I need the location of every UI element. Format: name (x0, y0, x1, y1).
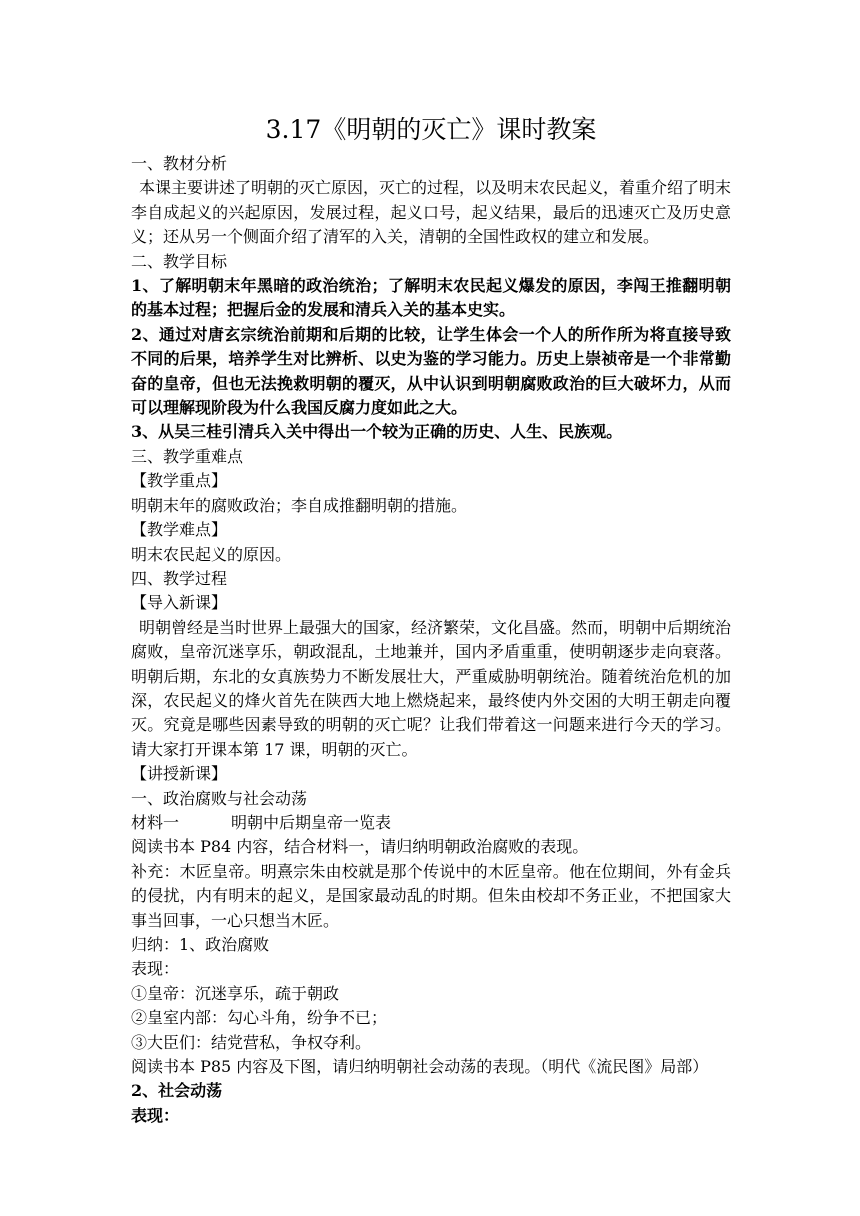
section-heading-goals: 二、教学目标 (131, 251, 228, 271)
goal-3: 3、从吴三桂引清兵入关中得出一个较为正确的历史、人生、民族观。 (131, 422, 623, 442)
teach-label: 【讲授新课】 (131, 764, 228, 784)
difficult-point-label: 【教学难点】 (131, 520, 228, 540)
expression-label-2: 表现： (131, 1105, 180, 1125)
section-heading-keypoints: 三、教学重难点 (131, 446, 244, 466)
part1-heading: 一、政治腐败与社会动荡 (131, 788, 308, 808)
material1-line (131, 811, 731, 835)
list-item-royal: ②皇室内部：勾心斗角，纷争不已； (131, 1008, 388, 1028)
reading-task-1: 阅读书本 P84 内容，结合材料一，请归纳明朝政治腐败的表现。 (131, 837, 589, 857)
goal-1: 1、了解明朝末年黑暗的政治统治；了解明末农民起义爆发的原因，李闯王推翻明朝的基本过程；把握后金的发展和清兵入关的基本史实。 (131, 276, 731, 320)
key-point-text: 明朝末年的腐败政治；李自成推翻明朝的措施。 (131, 495, 468, 515)
material1-title: 明朝中后期皇帝一览表 (231, 812, 392, 832)
goal-2: 2、通过对唐玄宗统治前期和后期的比较，让学生体会一个人的所作所为将直接导致不同的后果，培养学生对比辨析、以史为鉴的学习能力。历史上崇祯帝是一个非常勤奋的皇帝，但也无法挽救明朝的覆灭，从中认识到明朝腐败政治的巨大破坏力，从而可以理解现阶段为什么我国反腐力度如此之大。 (131, 324, 731, 418)
material1-label: 材料一 (131, 812, 180, 832)
difficult-point-text: 明末农民起义的原因。 (131, 544, 292, 564)
intro-paragraph: 明朝曾经是当时世界上最强大的国家，经济繁荣，文化昌盛。然而，明朝中后期统治腐败，皇帝沉迷享乐，朝政混乱，土地兼并，国内矛盾重重，使明朝逐步走向衰落。明朝后期，东北的女真族势力不断发展壮大，严重威胁明朝统治。随着统治危机的加深，农民起义的烽火首先在陕西大地上燃烧起来，最终使内外交困的大明王朝走向覆灭。究竟是哪些因素导致的明朝的灭亡呢？让我们带着这一问题来进行今天的学习。请大家打开课本第 17 课，明朝的灭亡。 (131, 617, 732, 759)
reading-task-2: 阅读书本 P85 内容及下图，请归纳明朝社会动荡的表现。（明代《流民图》局部） (131, 1057, 709, 1077)
analysis-paragraph: 本课主要讲述了明朝的灭亡原因，灭亡的过程，以及明末农民起义，着重介绍了明末李自成起义的兴起原因，发展过程，起义口号，起义结果，最后的迅速灭亡及历史意义；还从另一个侧面介绍了清军的入关，清朝的全国性政权的建立和发展。 (131, 178, 732, 247)
summary-1: 归纳：1、政治腐败 (131, 935, 270, 954)
key-point-label: 【教学重点】 (131, 471, 228, 491)
intro-label: 【导入新课】 (131, 593, 228, 613)
summary-2: 2、社会动荡 (131, 1081, 223, 1101)
list-item-ministers: ③大臣们：结党营私，争权夺利。 (131, 1032, 372, 1052)
supplement-paragraph: 补充：木匠皇帝。明熹宗朱由校就是那个传说中的木匠皇帝。他在位期间，外有金兵的侵扰，内有明末的起义，是国家最动乱的时期。但朱由校却不务正业，不把国家大事当回事，一心只想当木匠。 (131, 861, 731, 930)
document-page (131, 110, 731, 1128)
section-heading-process: 四、教学过程 (131, 568, 228, 588)
expression-label-1: 表现： (131, 959, 180, 979)
list-item-emperor: ①皇帝：沉迷享乐，疏于朝政 (131, 983, 340, 1003)
section-heading-analysis: 一、教材分析 (131, 154, 228, 173)
document-title: 3.17《明朝的灭亡》课时教案 (265, 115, 597, 144)
